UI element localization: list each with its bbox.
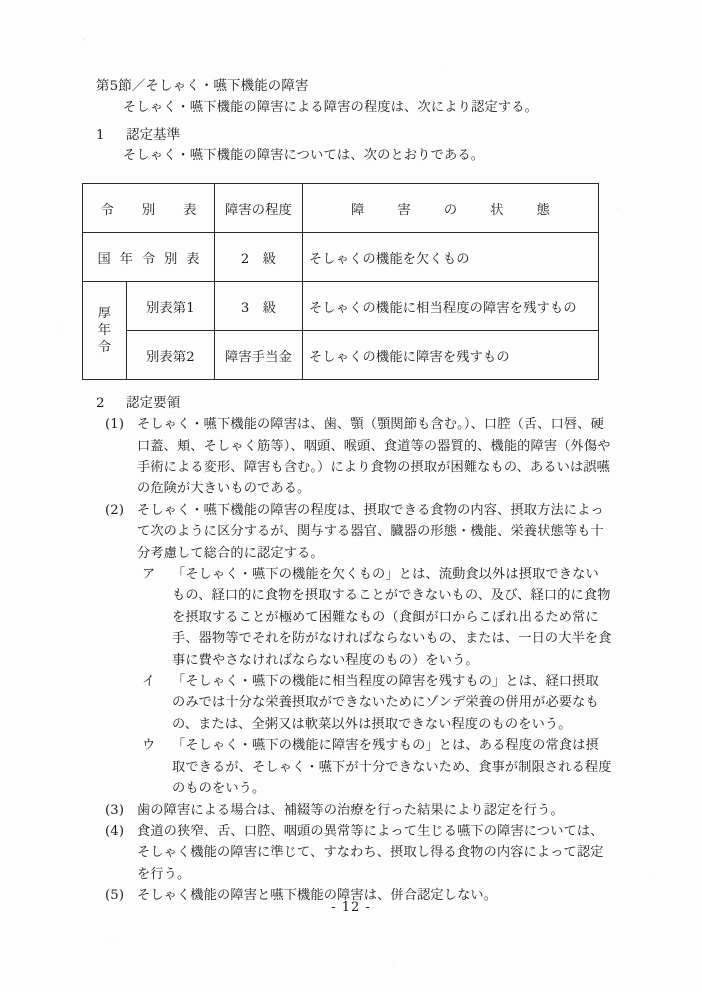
page-content	[96, 76, 612, 907]
table-header-row	[83, 184, 599, 233]
cell-state-2: そしゃくの機能を欠くもの	[303, 233, 599, 282]
guideline-item-5-text: そしゃく機能の障害と嚥下機能の障害は、併合認定しない。	[137, 888, 498, 904]
cell-state-3: そしゃくの機能に相当程度の障害を残すもの	[303, 282, 599, 331]
guideline-subitem-u-marker: ウ	[142, 738, 156, 754]
table-row	[83, 331, 599, 380]
cell-law-kounen-char-2: 年	[97, 323, 112, 339]
cell-grade-2: 2 級	[215, 233, 303, 282]
guideline-item-2	[96, 500, 612, 564]
section-title: 第5節／そしゃく・嚥下機能の障害	[96, 79, 309, 94]
guideline-subitem-i	[96, 671, 612, 735]
guideline-subitem-a-text: 「そしゃく・嚥下の機能を欠くもの」とは、流動食以外は摂取できないもの、経口的に食物を摂取することができないもの、及び、経口的に食物を摂取することが極めて困難なもの（食餌が口からこぼれ出るため常に手、器物等でそれを防がなければならないもの、または、一日の大半を食事に費やさなければならない程度のもの）をいう。	[172, 567, 612, 668]
guideline-subitem-i-marker: イ	[142, 674, 156, 690]
header-state-label: 障 害 の 状 態	[351, 202, 560, 218]
guideline-item-1-text: そしゃく・嚥下機能の障害は、歯、顎（顎関節も含む。）、口腔（舌、口唇、硬口蓋、頬、そしゃく筋等）、咽頭、喉頭、食道等の器質的、機能的障害（外傷や手術による変形、障害も含む。）により食物の摂取が困難なもの、あるいは誤嚥の危険が大きいものである。	[137, 417, 611, 497]
cell-schedule-2: 別表第2	[127, 331, 215, 380]
guidelines-heading-label: 認定要領	[126, 396, 181, 412]
table-row	[83, 233, 599, 282]
guideline-item-3-text: 歯の障害による場合は、補綴等の治療を行った結果により認定を行う。	[137, 802, 564, 818]
guidelines-number: 2	[96, 396, 105, 412]
criteria-number: 1	[96, 127, 105, 143]
guideline-subitem-i-text: 「そしゃく・嚥下の機能に相当程度の障害を残すもの」とは、経口摂取のみでは十分な栄養摂取ができないためにゾンデ栄養の併用が必要なもの、または、全粥又は軟菜以外は摂取できない程度のものをいう。	[172, 674, 599, 732]
guideline-subitem-u-text: 「そしゃく・嚥下の機能に障害を残すもの」とは、ある程度の常食は摂取できるが、そしゃく・嚥下が十分できないため、食事が制限される程度のものをいう。	[172, 738, 612, 797]
spacer	[96, 380, 612, 393]
cell-law-kounen-char-3: 令	[97, 340, 112, 356]
guideline-item-5-marker: (5)	[105, 888, 125, 904]
cell-grade-allowance: 障害手当金	[215, 331, 303, 380]
guideline-item-2-text: そしゃく・嚥下機能の障害の程度は、摂取できる食物の内容、摂取方法によって次のように区分するが、関与する器官、臓器の形態・機能、栄養状態等も十分考慮して総合的に認定する。	[137, 502, 604, 561]
header-cell-grade: 障害の程度	[215, 184, 303, 233]
guideline-item-4	[96, 821, 612, 885]
section-lead: そしゃく・嚥下機能の障害による障害の程度は、次により認定する。	[123, 100, 539, 115]
header-cell-law	[83, 184, 215, 233]
cell-law-kokunen	[83, 233, 215, 282]
guideline-subitem-a	[96, 564, 612, 671]
criteria-heading	[96, 125, 612, 146]
criteria-lead: そしゃく・嚥下機能の障害については、次のとおりである。	[123, 147, 485, 163]
guideline-subitem-a-marker: ア	[142, 567, 156, 583]
criteria-table	[82, 183, 599, 380]
cell-law-kounen	[83, 282, 127, 380]
cell-law-kounen-char-1: 厚	[97, 306, 112, 322]
criteria-heading-label: 認定基準	[126, 127, 181, 143]
guideline-item-4-text: 食道の狭窄、舌、口腔、咽頭の異常等によって生じる嚥下の障害については、そしゃく機能の障害に準じて、すなわち、摂取し得る食物の内容によって認定を行う。	[137, 823, 604, 882]
guideline-item-1	[96, 414, 612, 500]
guideline-item-1-marker: (1)	[105, 417, 125, 433]
header-cell-state	[303, 184, 599, 233]
header-law-label: 令 別 表	[100, 202, 204, 218]
guideline-subitem-u	[96, 735, 612, 799]
cell-schedule-1: 別表第1	[127, 282, 215, 331]
page-number: - 12 -	[331, 900, 371, 915]
cell-state-allowance: そしゃくの機能に障害を残すもの	[303, 331, 599, 380]
guidelines-heading	[96, 393, 612, 414]
guideline-item-2-marker: (2)	[105, 502, 125, 518]
guideline-item-4-marker: (4)	[105, 823, 125, 839]
cell-law-kokunen-label: 国 年 令 別 表	[97, 251, 202, 267]
guideline-item-3-marker: (3)	[105, 802, 125, 818]
table-row	[83, 282, 599, 331]
cell-grade-3: 3 級	[215, 282, 303, 331]
criteria-table-wrapper	[82, 183, 612, 380]
guideline-item-3	[96, 800, 612, 821]
